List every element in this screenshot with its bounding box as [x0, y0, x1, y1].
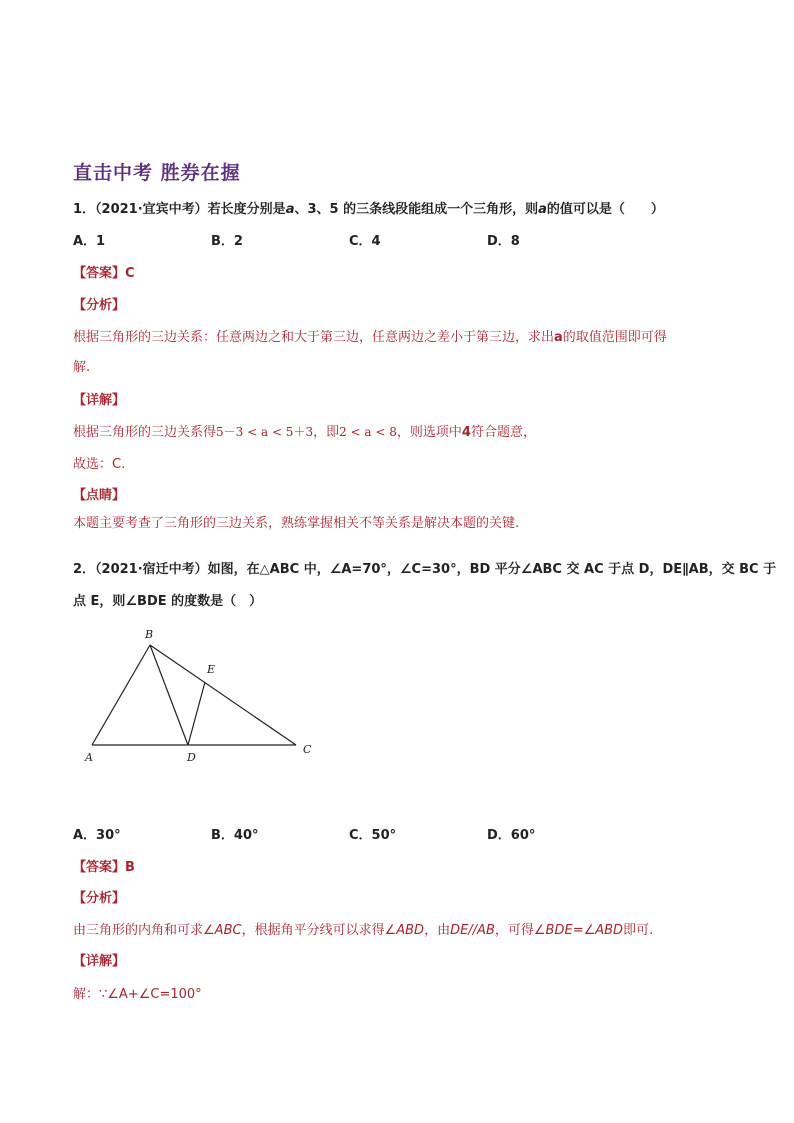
- q1-detail-a: 根据三角形的三边关系得: [73, 425, 217, 440]
- q1-answer-label: 【答案】: [73, 266, 126, 281]
- q2-stem-line1: [73, 558, 776, 577]
- q2-analysis-b: ，根据角平分线可以求得: [241, 923, 385, 938]
- segment-bc: [150, 645, 296, 745]
- q2-option-b: B．40°: [211, 828, 259, 843]
- q1-answer-value: C: [125, 266, 135, 281]
- q1-analysis-text: 根据三角形的三边关系：任意两边之和大于第三边，任意两边之差小于第三边，求出: [73, 330, 555, 345]
- label-c: C: [303, 743, 312, 756]
- label-b: B: [145, 628, 154, 641]
- q1-stem: [73, 198, 664, 217]
- q1-stem-c: 的值可以是（ ）: [546, 202, 664, 217]
- q2-analysis-e: 即可.: [623, 923, 654, 938]
- q2-number: 2．: [73, 562, 96, 577]
- q2-analysis-line: [73, 919, 653, 938]
- q1-analysis-line1: [73, 326, 667, 345]
- q1-detail-b: ，即: [313, 425, 340, 440]
- q2-analysis-m3: DE//AB: [450, 923, 495, 938]
- q2-stem-line2: 点 E，则∠BDE 的度数是（ ）: [73, 594, 263, 609]
- q1-stem-b: 、3、5 的三条线段能组成一个三角形，则: [294, 202, 539, 217]
- q1-detail-math2: 2 < a < 8: [339, 425, 397, 439]
- q1-detail-line: [73, 421, 536, 440]
- q2-analysis-m2: ∠ABD: [384, 923, 425, 938]
- q1-comment: 本题主要考查了三角形的三边关系，熟练掌握相关不等关系是解决本题的关键.: [73, 516, 520, 531]
- q1-option-d: D．8: [487, 234, 520, 249]
- q1-choose: 故选：C.: [73, 457, 126, 472]
- q1-detail-c: ，则选项中: [396, 425, 462, 440]
- q1-comment-label: 【点睛】: [73, 488, 126, 503]
- q2-detail-line: 解：∵∠A+∠C=100°: [73, 987, 202, 1002]
- segment-ab: [92, 645, 150, 745]
- q1-detail-d: 符合题意，: [470, 425, 536, 440]
- q2-analysis-label: 【分析】: [73, 891, 126, 906]
- q1-analysis-text-b: 的取值范围即可得: [562, 330, 667, 345]
- q2-analysis-c: ，由: [424, 923, 451, 938]
- q1-analysis-line2: 解.: [73, 360, 91, 375]
- q2-answer: [73, 856, 135, 875]
- q1-option-b: B．2: [211, 234, 243, 249]
- section-title: 直击中考 胜券在握: [73, 162, 241, 184]
- q1-number: 1．: [73, 202, 96, 217]
- segment-de: [188, 682, 205, 745]
- q2-detail-label: 【详解】: [73, 954, 126, 969]
- q1-answer: [73, 262, 135, 281]
- q2-option-a: A．30°: [73, 828, 121, 843]
- q2-analysis-d: ，可得: [494, 923, 534, 938]
- segment-bd: [150, 645, 188, 745]
- q1-source: （2021·宜宾中考）: [95, 202, 208, 217]
- q2-option-c: C．50°: [349, 828, 397, 843]
- q2-analysis-m4: ∠BDE=∠ABD: [533, 923, 624, 938]
- q2-analysis-m1: ∠ABC: [203, 923, 242, 938]
- q2-option-d: D．60°: [487, 828, 536, 843]
- q1-var-a: a: [285, 202, 295, 217]
- q1-detail-num: 4: [461, 425, 471, 440]
- q1-var-a2: a: [538, 202, 547, 217]
- q2-stem-text: 如图，在△ABC 中，∠A=70°，∠C=30°，BD 平分∠ABC 交 AC 于点 D，DE∥AB，交 BC 于: [207, 562, 777, 577]
- label-e: E: [207, 663, 216, 676]
- q1-option-a: A．1: [73, 234, 106, 249]
- q2-analysis-a: 由三角形的内角和可求: [73, 923, 204, 938]
- q2-answer-value: B: [125, 860, 135, 875]
- q1-option-c: C．4: [349, 234, 381, 249]
- triangle-figure: [80, 625, 320, 770]
- q1-analysis-label: 【分析】: [73, 298, 126, 313]
- q1-stem-a: 若长度分别是: [207, 202, 286, 217]
- q1-analysis-var: a: [554, 330, 563, 345]
- label-d: D: [187, 751, 196, 764]
- label-a: A: [85, 751, 93, 764]
- q2-answer-label: 【答案】: [73, 860, 126, 875]
- q2-source: （2021·宿迁中考）: [95, 562, 208, 577]
- q1-detail-math1: 5－3 < a < 5＋3: [216, 425, 314, 439]
- q1-detail-label: 【详解】: [73, 393, 126, 408]
